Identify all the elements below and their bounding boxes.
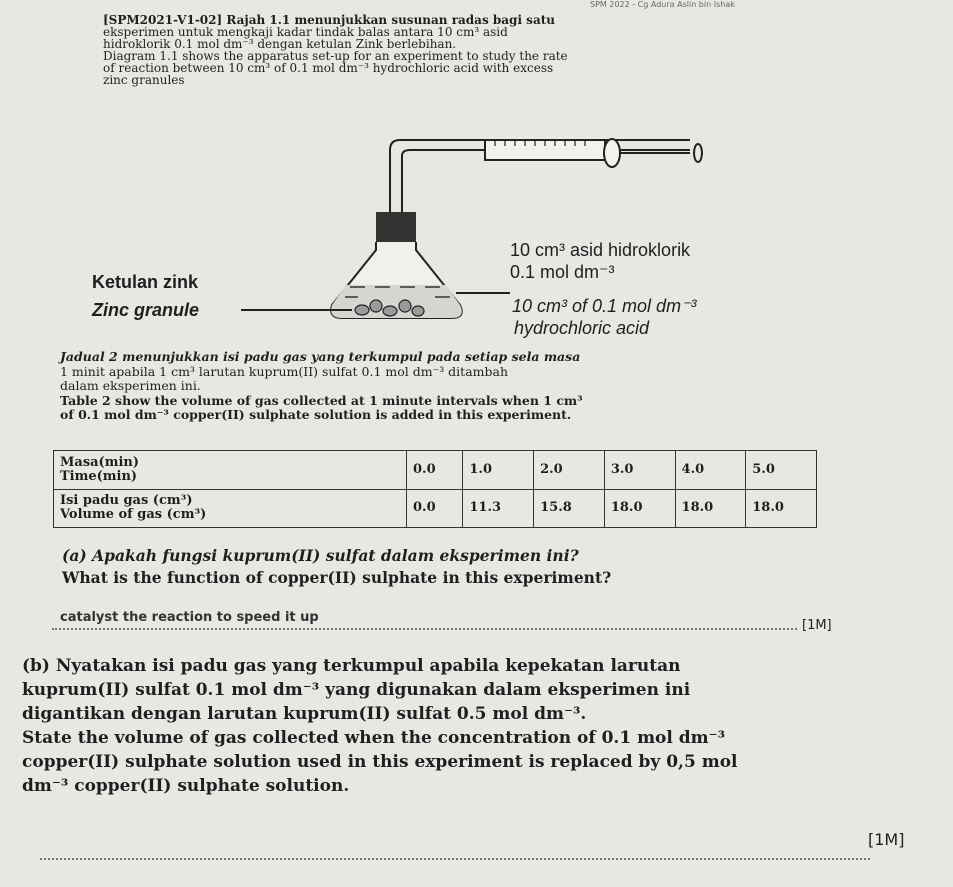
- intro-line: zinc granules: [103, 73, 185, 87]
- question-b-line: kuprum(II) sulfat 0.1 mol dm⁻³ yang digunakan dalam eksperimen ini: [22, 680, 691, 700]
- table-row: [54, 451, 817, 490]
- intro-line: [SPM2021-V1-02] Rajah 1.1 menunjukkan susunan radas bagi satu: [103, 13, 555, 27]
- volume-cell: 0.0: [407, 489, 463, 528]
- question-a-en: What is the function of copper(II) sulphate in this experiment?: [62, 568, 612, 587]
- gas-volume-table: [53, 450, 817, 528]
- question-a: [62, 545, 611, 589]
- time-cell: 1.0: [463, 451, 534, 490]
- answer-line-a: [52, 628, 797, 630]
- volume-header-cell: [54, 489, 407, 528]
- time-cell: 4.0: [675, 451, 746, 490]
- answer-line-b: [40, 858, 870, 860]
- question-b-line: State the volume of gas collected when the concentration of 0.1 mol dm⁻³: [22, 728, 726, 748]
- time-cell: 5.0: [746, 451, 817, 490]
- question-b-line: (b) Nyatakan isi padu gas yang terkumpul apabila kepekatan larutan: [22, 656, 681, 676]
- acid-label-en-2: hydrochloric acid: [514, 318, 650, 338]
- question-b-line: digantikan dengan larutan kuprum(II) sulfat 0.5 mol dm⁻³.: [22, 704, 587, 724]
- table-intro-line: of 0.1 mol dm⁻³ copper(II) sulphate solution is added in this experiment.: [60, 407, 572, 422]
- zinc-label-ms: Ketulan zink: [92, 272, 199, 292]
- page-header: SPM 2022 - Cg Adura Aslin bin Ishak: [590, 0, 735, 9]
- volume-header-ms: Isi padu gas (cm³): [60, 493, 193, 509]
- volume-cell: 18.0: [604, 489, 675, 528]
- intro-line: hidroklorik 0.1 mol dm⁻³ dengan ketulan Zink berlebihan.: [103, 37, 457, 51]
- table-intro-line: 1 minit apabila 1 cm³ larutan kuprum(II) sulfat 0.1 mol dm⁻³ ditambah: [60, 363, 509, 379]
- zinc-label-en: Zinc granule: [92, 300, 200, 320]
- table-intro: [60, 350, 583, 423]
- answer-a-handwriting[interactable]: catalyst the reaction to speed it up: [60, 610, 319, 625]
- acid-label-ms-2: 0.1 mol dm⁻³: [510, 262, 615, 282]
- time-header-en: Time(min): [60, 468, 138, 484]
- question-b-line: copper(II) sulphate solution used in this experiment is replaced by 0,5 mol: [22, 752, 738, 772]
- question-a-ms: (a) Apakah fungsi kuprum(II) sulfat dalam eksperimen ini?: [62, 546, 579, 565]
- intro-line: Diagram 1.1 shows the apparatus set-up for an experiment to study the rate: [103, 49, 568, 63]
- question-b-line: dm⁻³ copper(II) sulphate solution.: [22, 776, 350, 796]
- volume-cell: 18.0: [675, 489, 746, 528]
- volume-cell: 18.0: [746, 489, 817, 528]
- stopper: [376, 212, 416, 242]
- table-intro-line: dalam eksperimen ini.: [60, 378, 201, 393]
- table-intro-line: Table 2 show the volume of gas collected at 1 minute intervals when 1 cm³: [60, 392, 583, 408]
- acid-label-en-1: 10 cm³ of 0.1 mol dm⁻³: [512, 296, 697, 316]
- intro-line: eksperimen untuk mengkaji kadar tindak balas antara 10 cm³ asid: [103, 25, 508, 39]
- time-header-ms: Masa(min): [60, 454, 140, 470]
- mark-b: [1M]: [868, 830, 905, 849]
- time-header-cell: [54, 451, 407, 490]
- time-cell: 2.0: [534, 451, 605, 490]
- time-cell: 3.0: [604, 451, 675, 490]
- table-row: [54, 489, 817, 528]
- question-b: [22, 654, 738, 798]
- intro-line: of reaction between 10 cm³ of 0.1 mol dm⁻³ hydrochloric acid with excess: [103, 61, 554, 75]
- volume-cell: 11.3: [463, 489, 534, 528]
- mark-a: [1M]: [802, 618, 832, 633]
- acid-label-ms-1: 10 cm³ asid hidroklorik: [510, 240, 691, 260]
- volume-header-en: Volume of gas (cm³): [60, 507, 207, 523]
- table-intro-line: Jadual 2 menunjukkan isi padu gas yang terkumpul pada setiap sela masa: [60, 349, 581, 364]
- volume-cell: 15.8: [534, 489, 605, 528]
- time-cell: 0.0: [407, 451, 463, 490]
